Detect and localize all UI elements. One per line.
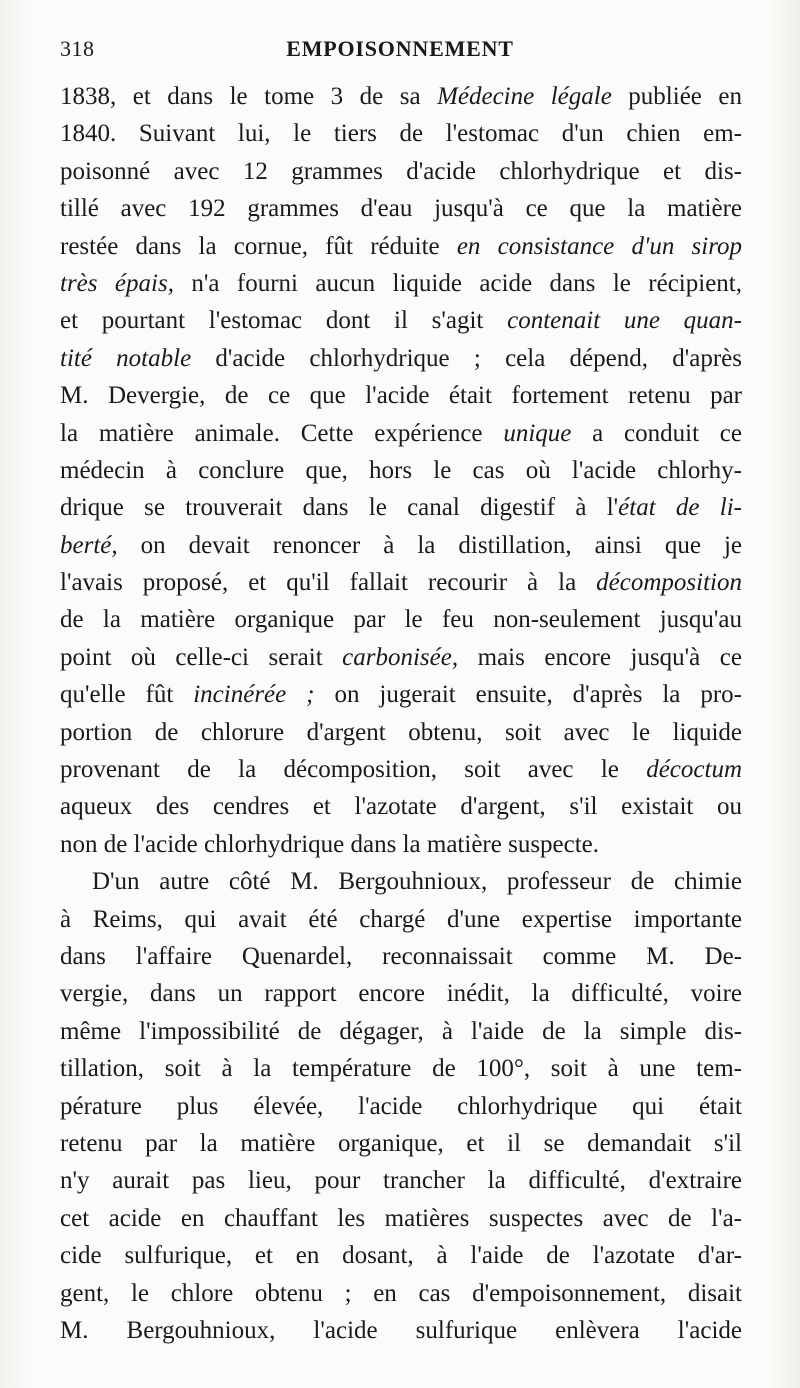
text-line: aqueux des cendres et l'azotate d'argent, s'il existait ou xyxy=(60,793,742,821)
text-line: l'avais proposé, et qu'il fallait recourir à la décomposition xyxy=(60,569,742,597)
text-line: retenu par la matière organique, et il se demandait s'il xyxy=(60,1129,742,1157)
text-line: tillation, soit à la température de 100°, soit à une tem- xyxy=(60,1055,742,1083)
text-line: portion de chlorure d'argent obtenu, soit avec le liquide xyxy=(60,718,742,746)
text-line: berté, on devait renoncer à la distillation, ainsi que je xyxy=(60,531,742,559)
text-line: restée dans la cornue, fût réduite en consistance d'un sirop xyxy=(60,232,742,260)
text-line: à Reims, qui avait été chargé d'une expertise importante xyxy=(60,905,742,933)
body-text xyxy=(60,78,742,1349)
text-line: point où celle-ci serait carbonisée, mais encore jusqu'à ce xyxy=(60,643,742,671)
text-line: n'y aurait pas lieu, pour trancher la difficulté, d'extraire xyxy=(60,1167,742,1195)
text-line: de la matière organique par le feu non-seulement jusqu'au xyxy=(60,606,742,634)
running-title: EMPOISONNEMENT xyxy=(286,36,514,61)
text-line: la matière animale. Cette expérience unique a conduit ce xyxy=(60,419,742,447)
text-line: D'un autre côté M. Bergouhnioux, professeur de chimie xyxy=(92,868,742,896)
page-number: 318 xyxy=(60,36,95,61)
text-line: provenant de la décomposition, soit avec le décoctum xyxy=(60,756,742,784)
text-line: 1838, et dans le tome 3 de sa Médecine légale publiée en xyxy=(60,83,742,110)
running-head xyxy=(60,36,740,68)
text-line: dans l'affaire Quenardel, reconnaissait comme M. De- xyxy=(60,942,742,970)
text-line: non de l'acide chlorhydrique dans la matière suspecte. xyxy=(60,830,600,858)
text-line: médecin à conclure que, hors le cas où l'acide chlorhy- xyxy=(60,456,742,484)
text-line: poisonné avec 12 grammes d'acide chlorhydrique et dis- xyxy=(60,157,742,185)
text-line: qu'elle fût incinérée ; on jugerait ensuite, d'après la pro- xyxy=(60,681,742,709)
text-line: cide sulfurique, et en dosant, à l'aide de l'azotate d'ar- xyxy=(60,1242,742,1270)
text-line: cet acide en chauffant les matières suspectes avec de l'a- xyxy=(60,1204,742,1232)
text-line: M. Bergouhnioux, l'acide sulfurique enlèvera l'acide xyxy=(60,1316,742,1344)
text-line: très épais, n'a fourni aucun liquide acide dans le récipient, xyxy=(60,269,742,297)
text-line: M. Devergie, de ce que l'acide était fortement retenu par xyxy=(60,382,742,410)
text-line: et pourtant l'estomac dont il s'agit contenait une quan- xyxy=(60,307,743,335)
text-line: 1840. Suivant lui, le tiers de l'estomac d'un chien em- xyxy=(60,120,742,148)
text-line: gent, le chlore obtenu ; en cas d'empoisonnement, disait xyxy=(60,1279,742,1307)
text-line: vergie, dans un rapport encore inédit, la difficulté, voire xyxy=(60,980,742,1008)
text-line: drique se trouverait dans le canal digestif à l'état de li- xyxy=(60,494,742,522)
text-line: même l'impossibilité de dégager, à l'aide de la simple dis- xyxy=(60,1017,742,1045)
text-line: tité notable d'acide chlorhydrique ; cela dépend, d'après xyxy=(60,344,742,372)
text-line: tillé avec 192 grammes d'eau jusqu'à ce que la matière xyxy=(60,195,742,223)
text-line: pérature plus élevée, l'acide chlorhydrique qui était xyxy=(60,1092,742,1120)
